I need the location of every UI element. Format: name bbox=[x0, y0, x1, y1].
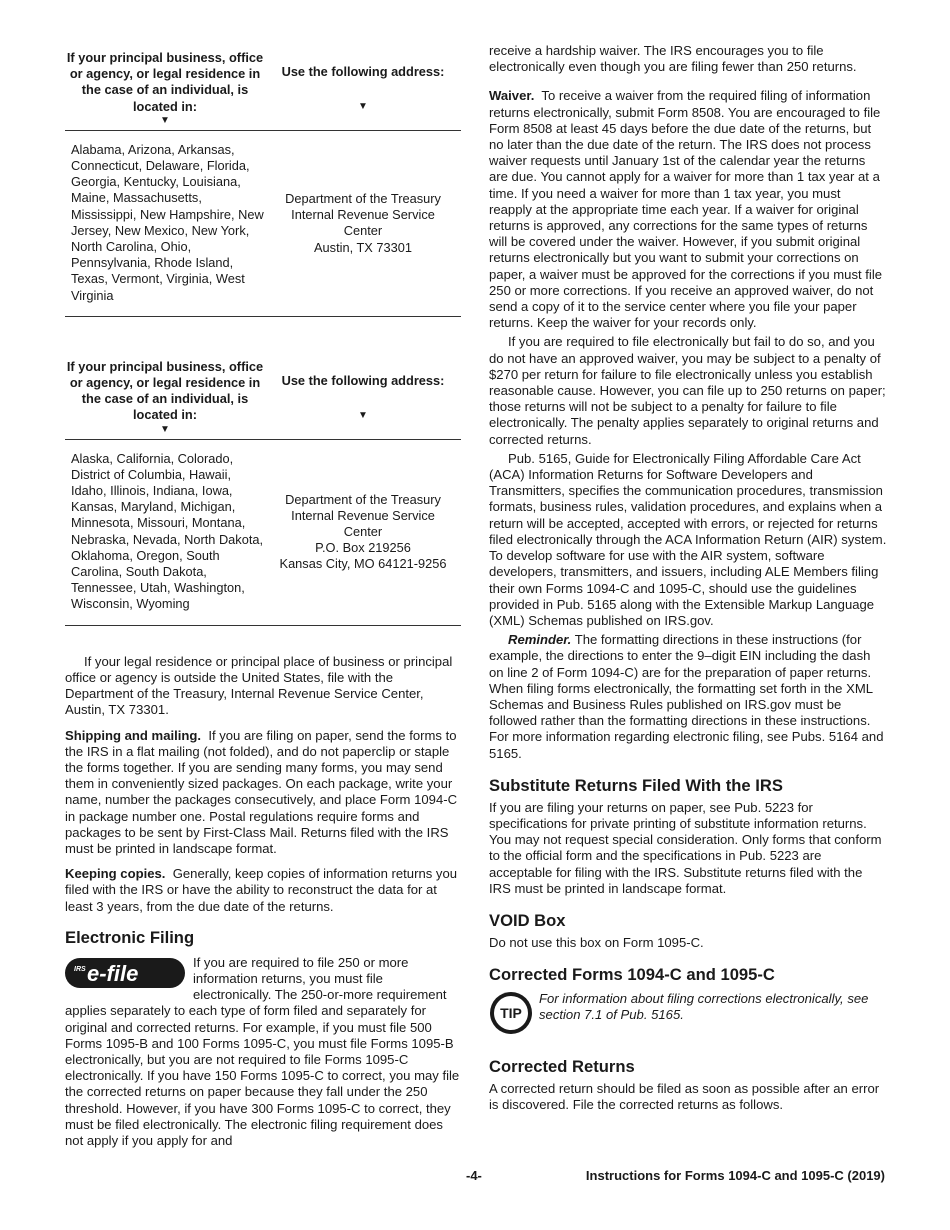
keeping-copies-heading: Keeping copies. bbox=[65, 866, 166, 882]
outside-us-paragraph: If your legal residence or principal place of business or principal office or agency is outside the United States, file with the Department of the Treasury, Internal Revenue Service Center, Austin, TX 73301. bbox=[65, 653, 453, 718]
corrected-returns-body: A corrected return should be filed as soon as possible after an error is discovered. File the corrected returns as follows. bbox=[489, 1081, 880, 1113]
electronic-filing-heading: Electronic Filing bbox=[65, 927, 195, 947]
shipping-heading: Shipping and mailing. bbox=[65, 727, 202, 743]
hardship-continuation: receive a hardship waiver. The IRS encourages you to file electronically even though you are filing fewer than 250 returns. bbox=[489, 43, 857, 75]
corrected-forms-heading: Corrected Forms 1094-C and 1095-C bbox=[489, 965, 775, 985]
void-box-body: Do not use this box on Form 1095-C. bbox=[489, 934, 704, 950]
reminder-paragraph bbox=[489, 632, 887, 762]
corrected-returns-heading: Corrected Returns bbox=[489, 1057, 635, 1077]
address-header bbox=[265, 38, 461, 130]
address-line: Department of the Treasury bbox=[285, 491, 441, 507]
waiver-heading: Waiver. bbox=[489, 88, 535, 104]
tip-box bbox=[489, 991, 887, 1035]
tip-icon bbox=[489, 991, 533, 1035]
location-header-text: If your principal business, office or agency, or legal residence in the case of an individual, is located in: bbox=[66, 50, 264, 114]
table-header-row bbox=[65, 38, 461, 130]
mailing-address bbox=[265, 130, 461, 316]
page-footer bbox=[65, 1168, 885, 1186]
reminder-heading: Reminder. bbox=[508, 632, 572, 648]
substitute-returns-body: If you are filing your returns on paper, see Pub. 5223 for specifications for private printing of substitute information returns. You may not request special consideration. Only forms that conform to the official form and the specifications in Pub. 5223 are acceptable for filing with the IRS. Substitute returns filed with the IRS must be printed in landscape format. bbox=[489, 799, 882, 896]
mailing-address bbox=[265, 439, 461, 625]
location-header-text: If your principal business, office or agency, or legal residence in the case of an individual, is located in: bbox=[66, 358, 264, 423]
states-list: Alabama, Arizona, Arkansas, Connecticut, Delaware, Florida, Georgia, Kentucky, Louisiana, Maine, Massachusetts, Mississippi, New Hampshire, New Jersey, New Mexico, New York, North Carolina, Ohio, Pennsylvania, Rhode Island, Texas, Vermont, Virginia, West Virginia bbox=[65, 130, 265, 316]
down-arrow-icon: ▼ bbox=[160, 423, 170, 435]
keeping-copies-body: Generally, keep copies of information returns you filed with the IRS or have the ability to reconstruct the data for at least 3 years, from the due date of the returns. bbox=[65, 866, 458, 914]
states-list: Alaska, California, Colorado, District of Columbia, Hawaii, Idaho, Illinois, Indiana, Iowa, Kansas, Maryland, Michigan, Minnesota, Missouri, Montana, Nebraska, Nevada, North Dakota, Oklahoma, Oregon, South Carolina, South Dakota, Tennessee, Utah, Washington, Wisconsin, Wyoming bbox=[65, 439, 265, 625]
efile-logo-text: e-file bbox=[87, 960, 139, 986]
address-line: Austin, TX 73301 bbox=[314, 239, 412, 255]
shipping-paragraph bbox=[65, 728, 461, 858]
address-line: Center bbox=[343, 524, 383, 540]
down-arrow-icon: ▼ bbox=[160, 114, 170, 126]
address-line: Center bbox=[343, 223, 383, 239]
substitute-returns-heading: Substitute Returns Filed With the IRS bbox=[489, 775, 783, 795]
void-box-heading: VOID Box bbox=[489, 910, 566, 930]
down-arrow-icon: ▼ bbox=[358, 101, 368, 112]
location-header bbox=[65, 347, 265, 439]
address-table-2 bbox=[65, 347, 461, 626]
address-line: Internal Revenue Service bbox=[291, 207, 435, 223]
electronic-filing-body: If you are required to file 250 or more information returns, you must file electronically. The 250-or-more requirement applies separately to each type of form filed and separately for original and corrected returns. For example, if you must file 500 Forms 1095-B and 100 Forms 1095-C, you must file Forms 1095-B electronically, but you are not required to file Forms 1095-C electronically. If you have 150 Forms 1095-C to correct, you may file the corrected returns on paper because they fall under the 250 threshold. However, if you have 300 Forms 1095-C to correct, they must be filed electronically. The electronic filing requirement does not apply if you apply for and bbox=[65, 954, 460, 1148]
table-row bbox=[65, 130, 461, 316]
address-line: Kansas City, MO 64121-9256 bbox=[279, 556, 447, 572]
footer-title: Instructions for Forms 1094-C and 1095-C (2019) bbox=[585, 1168, 885, 1183]
address-line: Department of the Treasury bbox=[285, 190, 441, 206]
address-line: Internal Revenue Service bbox=[291, 507, 435, 523]
keeping-copies-paragraph bbox=[65, 866, 461, 915]
page-number: -4- bbox=[466, 1168, 482, 1183]
address-header bbox=[265, 347, 461, 439]
penalty-paragraph: If you are required to file electronically but fail to do so, and you do not have an approved waiver, you may be subject to a penalty of $270 per return for failure to file electronically unless you establish reasonable cause. However, you can file up to 250 returns on paper; those returns will not be subject to a penalty for failure to file electronically. The penalty applies separately to original returns and corrected returns. bbox=[489, 334, 886, 447]
left-column bbox=[65, 38, 461, 1149]
table-header-row bbox=[65, 347, 461, 439]
address-header-text: Use the following address: bbox=[281, 63, 445, 79]
address-table-1 bbox=[65, 38, 461, 317]
tip-text: For information about filing corrections electronically, see section 7.1 of Pub. 5165. bbox=[539, 991, 869, 1023]
tip-label: TIP bbox=[500, 1005, 522, 1022]
down-arrow-icon: ▼ bbox=[358, 409, 368, 421]
waiver-body: To receive a waiver from the required filing of information returns electronically, submit Form 8508. You are encouraged to file Form 8508 at least 45 days before the due date of the returns, but no later than the due date of the return. The IRS does not process waiver requests until January 1st of the calendar year the returns are due. You cannot apply for a waiver for more than 1 tax year at a time. If you need a waiver for more than 1 tax year, you must reapply at the appropriate time each year. If a waiver for original returns is approved, any corrections for the same types of returns will be covered under the waiver. However, if you submit original returns electronically but you want to submit your corrections on paper, a waiver must be approved for the corrections if you must file 250 or more corrections. If you receive an approved waiver, do not send a copy of it to the service center where you file your paper returns. Keep the waiver for your records only. bbox=[489, 88, 883, 331]
address-line: P.O. Box 219256 bbox=[315, 540, 411, 556]
irs-efile-logo-icon bbox=[65, 958, 185, 988]
pub-5165-paragraph: Pub. 5165, Guide for Electronically Filing Affordable Care Act (ACA) Information Returns for Software Developers and Transmitters, specifies the communication procedures, transmission formats, business rules, validation procedures, and explains when a return will be accepted, accepted with errors, or rejected for returns filed electronically through the ACA Information Return (AIR) system. To develop software for use with the AIR system, software developers, transmitters, and issuers, including ALE Members filing their own Forms 1094-C and 1095-C, should use the guidelines provided in Pub. 5165 along with the Extensible Markup Language (XML) Schemas published on IRS.gov. bbox=[489, 450, 887, 628]
reminder-body: The formatting directions in these instructions (for example, the directions to enter the 9–digit EIN including the dash on line 2 of Form 1094-C) are for the preparation of paper returns. When filing forms electronically, the formatting set forth in the XML Schemas and Business Rules published on IRS.gov must be followed rather than the formatting directions in these instructions. For more information regarding electronic filing, see Pubs. 5164 and 5165. bbox=[489, 632, 884, 761]
location-header bbox=[65, 38, 265, 130]
table-row bbox=[65, 439, 461, 625]
right-column bbox=[489, 43, 887, 1114]
shipping-body: If you are filing on paper, send the forms to the IRS in a flat mailing (not folded), and do not paperclip or staple the forms together. If you are sending many forms, you may send them in conveniently sized packages. On each package, write your name, number the packages consecutively, and place Form 1094-C in package number one. Postal regulations require forms and packages to be sent by First-Class Mail. Returns filed with the IRS must be printed in landscape format. bbox=[65, 727, 458, 856]
electronic-filing-section bbox=[65, 955, 461, 1149]
address-header-text: Use the following address: bbox=[281, 372, 445, 388]
waiver-paragraph bbox=[489, 88, 887, 331]
efile-logo-irs: IRS bbox=[74, 965, 86, 973]
